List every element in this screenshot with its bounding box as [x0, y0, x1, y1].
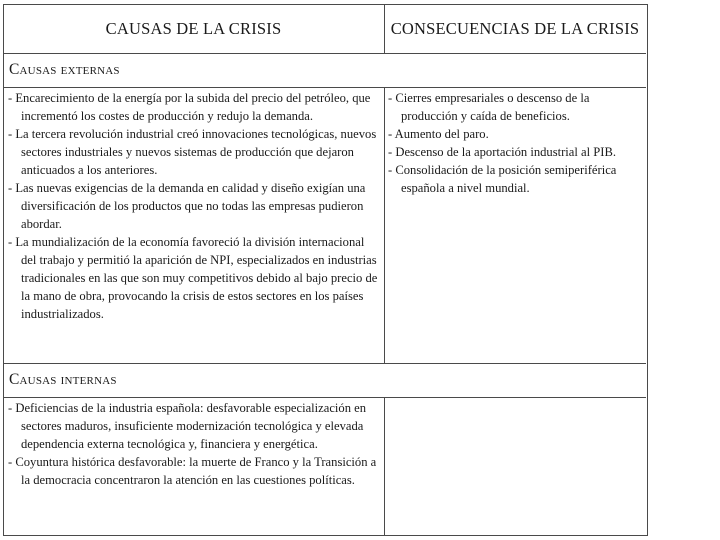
list-item: - Cierres empresariales o descenso de la producción y caída de beneficios. — [388, 89, 642, 125]
external-consequences-cell — [388, 89, 642, 197]
list-item: - Encarecimiento de la energía por la subida del precio del petróleo, que incrementó los costes de producción y redujo la demanda. — [8, 89, 381, 125]
column-divider — [384, 87, 385, 363]
list-item: - Consolidación de la posición semiperiférica española a nivel mundial. — [388, 161, 642, 197]
column-divider — [384, 397, 385, 535]
list-item: - Las nuevas exigencias de la demanda en calidad y diseño exigían una diversificación de los productos que no todas las empresas pudieron abordar. — [8, 179, 381, 233]
list-item: - Aumento del paro. — [388, 125, 642, 143]
header-causes: CAUSAS DE LA CRISIS — [105, 18, 282, 38]
crisis-table — [3, 4, 648, 536]
header-consequences: CONSECUENCIAS DE LA CRISIS — [390, 18, 640, 38]
external-causes-cell — [8, 89, 381, 323]
list-item: - La tercera revolución industrial creó innovaciones tecnológicas, nuevos sectores industriales y nuevos sistemas de producción que dejaron anticuados a los anteriores. — [8, 125, 381, 179]
row-divider — [3, 397, 646, 398]
internal-causes-cell — [8, 399, 381, 489]
list-item: - Deficiencias de la industria española: desfavorable especialización en sectores maduros, insuficiente modernización tecnológica y elevada dependencia externa tecnológica y, financiera y energética. — [8, 399, 381, 453]
section-title-external: Causas externas — [9, 61, 120, 78]
list-item: - Coyuntura histórica desfavorable: la muerte de Franco y la Transición a la democracia concentraron la atención en las cuestiones políticas. — [8, 453, 381, 489]
list-item: - Descenso de la aportación industrial al PIB. — [388, 143, 642, 161]
list-item: - La mundialización de la economía favoreció la división internacional del trabajo y permitió la aparición de NPI, especializados en industrias tradicionales en las que son muy competitivos debido al bajo precio de la mano de obra, provocando la crisis de estos sectores en los países industrializados. — [8, 233, 381, 323]
section-title-internal: Causas internas — [9, 371, 117, 388]
row-divider — [3, 87, 646, 88]
